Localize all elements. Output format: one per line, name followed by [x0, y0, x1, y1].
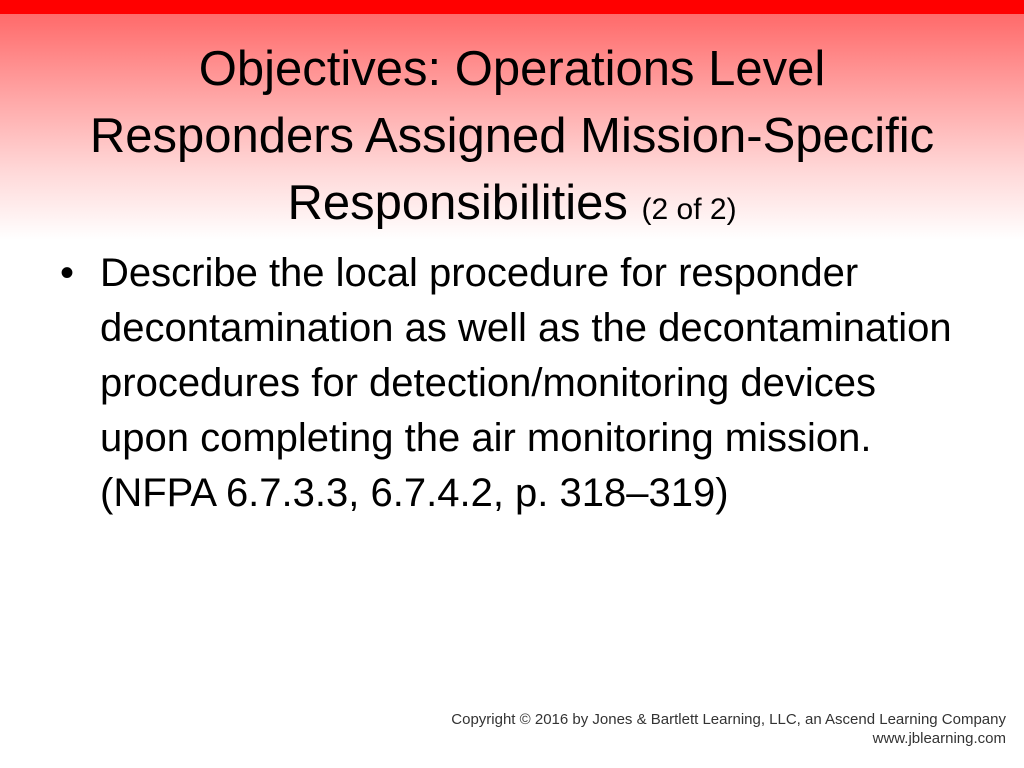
bullet-marker: •: [60, 251, 75, 295]
slide-body: [60, 246, 960, 521]
slide-title: [60, 36, 964, 243]
top-accent-bar: [0, 0, 1024, 14]
slide-title-count: (2 of 2): [641, 193, 737, 226]
slide-title-main: Objectives: Operations Level Responders Assigned Mission-Specific Responsibilities: [89, 42, 935, 230]
bullet-item: [60, 246, 960, 521]
footer-copyright: Copyright © 2016 by Jones & Bartlett Learning, LLC, an Ascend Learning Company: [451, 711, 1006, 728]
footer: [451, 710, 1006, 748]
footer-website: www.jblearning.com: [872, 730, 1006, 747]
bullet-text: Describe the local procedure for responder decontamination as well as the decontamination procedures for detection/monitoring devices upon completing the air monitoring mission. (NFPA 6.7.3.3, 6.7.4.2, p. 318–319): [100, 251, 952, 515]
